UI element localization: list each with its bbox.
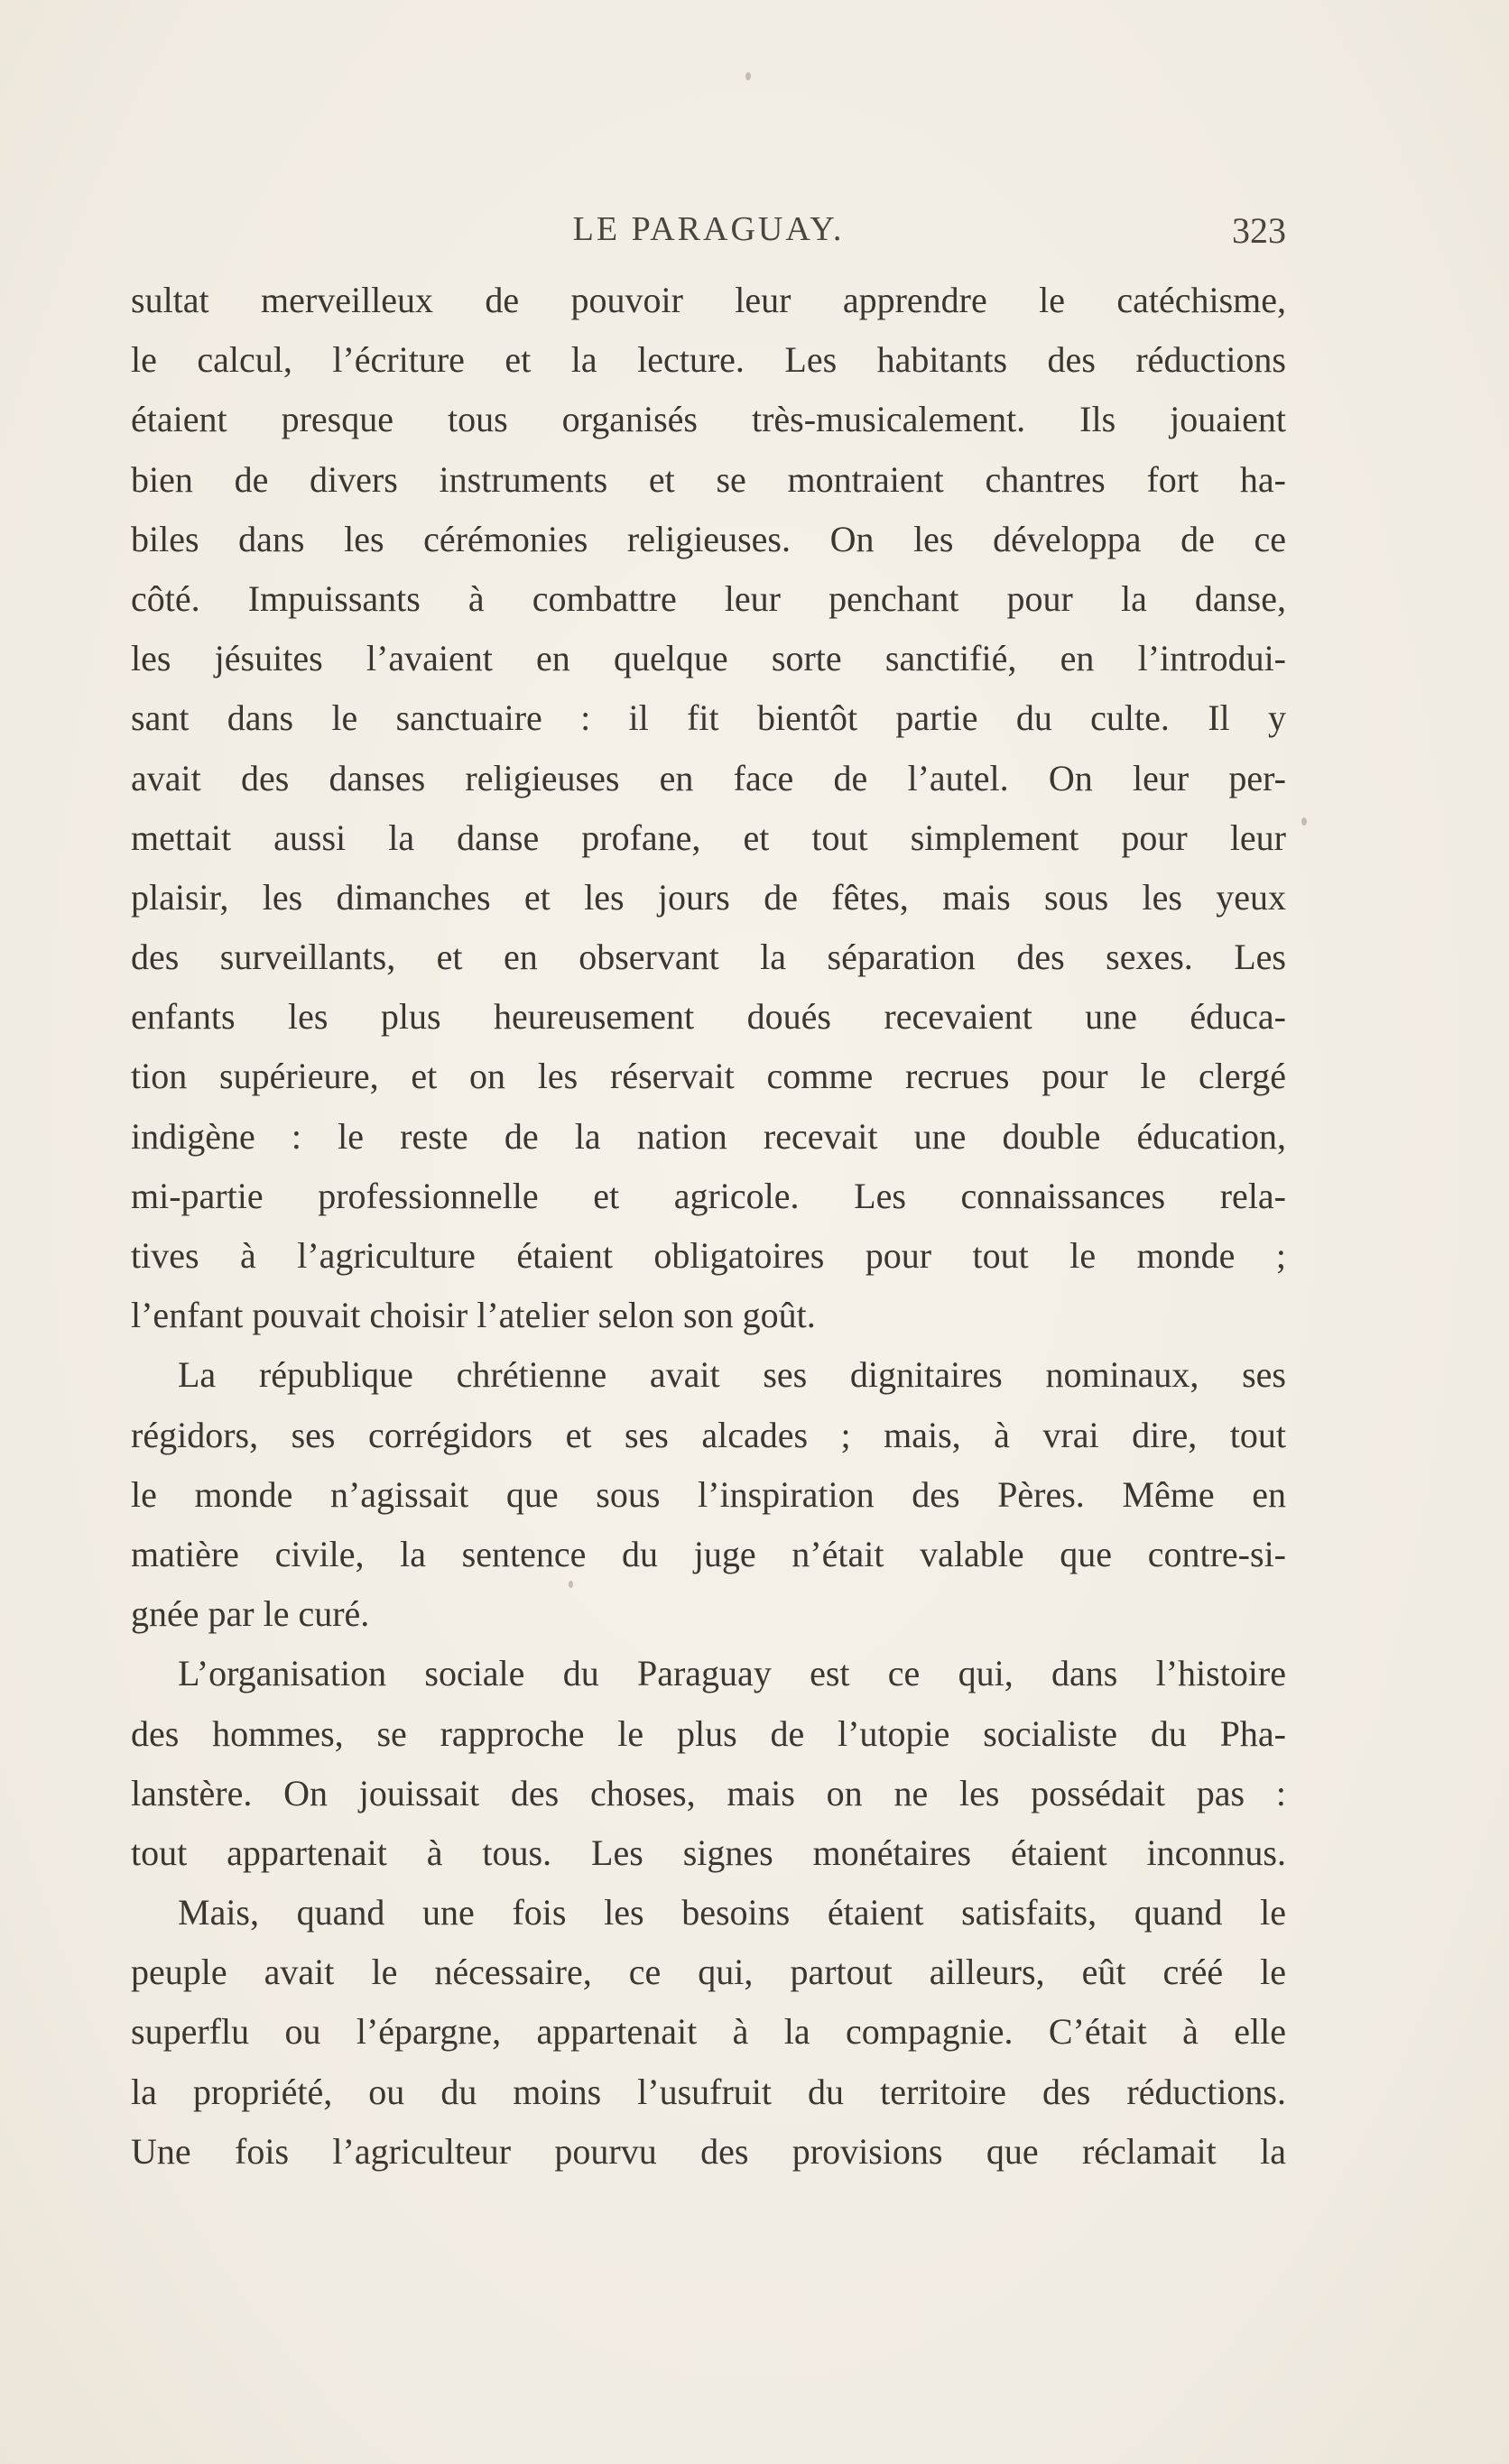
text-line: Une fois l’agriculteur pourvu des provisions que réclamait la [131, 2130, 1286, 2172]
text-line: enfants les plus heureusement doués recevaient une éduca- [131, 996, 1286, 1038]
text-line: mettait aussi la danse profane, et tout simplement pour leur [131, 817, 1286, 858]
ink-speck [745, 72, 751, 80]
text-line: indigène : le reste de la nation recevait une double éducation, [131, 1115, 1286, 1157]
text-line: tives à l’agriculture étaient obligatoires pour tout le monde ; [131, 1235, 1286, 1276]
text-line: lanstère. On jouissait des choses, mais on ne les possédait pas : [131, 1772, 1286, 1813]
page-number: 323 [1232, 210, 1286, 251]
text-line: étaient presque tous organisés très-musicalement. Ils jouaient [131, 399, 1286, 440]
text-line: le monde n’agissait que sous l’inspiration des Pères. Même en [131, 1473, 1286, 1515]
text-line: tout appartenait à tous. Les signes monétaires étaient inconnus. [131, 1832, 1286, 1873]
body-text [131, 271, 1286, 2182]
text-line: matière civile, la sentence du juge n’était valable que contre-si- [131, 1533, 1286, 1574]
text-line: gnée par le curé. [131, 1593, 370, 1635]
text-line: côté. Impuissants à combattre leur penchant pour la danse, [131, 577, 1286, 619]
text-line: plaisir, les dimanches et les jours de fêtes, mais sous les yeux [131, 876, 1286, 918]
text-line: régidors, ses corrégidors et ses alcades ; mais, à vrai dire, tout [131, 1414, 1286, 1455]
text-line: les jésuites l’avaient en quelque sorte sanctifié, en l’introdui- [131, 638, 1286, 679]
text-line: biles dans les cérémonies religieuses. On les développa de ce [131, 518, 1286, 559]
text-line: sultat merveilleux de pouvoir leur apprendre le catéchisme, [131, 280, 1286, 320]
text-line: superflu ou l’épargne, appartenait à la compagnie. C’était à elle [131, 2011, 1286, 2053]
ink-speck [1301, 817, 1307, 826]
text-line: peuple avait le nécessaire, ce qui, partout ailleurs, eût créé le [131, 1952, 1286, 1993]
text-line: tion supérieure, et on les réservait comme recrues pour le clergé [131, 1056, 1286, 1097]
text-line: la propriété, ou du moins l’usufruit du territoire des réductions. [131, 2071, 1286, 2112]
text-line: sant dans le sanctuaire : il fit bientôt partie du culte. Il y [131, 697, 1286, 739]
text-line: Mais, quand une fois les besoins étaient satisfaits, quand le [178, 1892, 1286, 1933]
text-line: avait des danses religieuses en face de l’autel. On leur per- [131, 757, 1286, 798]
text-line: l’enfant pouvait choisir l’atelier selon son goût. [131, 1295, 816, 1336]
running-title: LE PARAGUAY. [572, 210, 845, 248]
text-line: La république chrétienne avait ses dignitaires nominaux, ses [178, 1354, 1286, 1396]
text-line: des hommes, se rapproche le plus de l’utopie socialiste du Pha- [131, 1712, 1286, 1754]
text-line: bien de divers instruments et se montraient chantres fort ha- [131, 458, 1286, 500]
text-line: des surveillants, et en observant la séparation des sexes. Les [131, 937, 1286, 978]
text-line: mi-partie professionnelle et agricole. Les connaissances rela- [131, 1175, 1286, 1216]
text-line: le calcul, l’écriture et la lecture. Les habitants des réductions [131, 339, 1286, 381]
text-line: L’organisation sociale du Paraguay est ce qui, dans l’histoire [178, 1653, 1286, 1694]
page-header [131, 209, 1286, 254]
